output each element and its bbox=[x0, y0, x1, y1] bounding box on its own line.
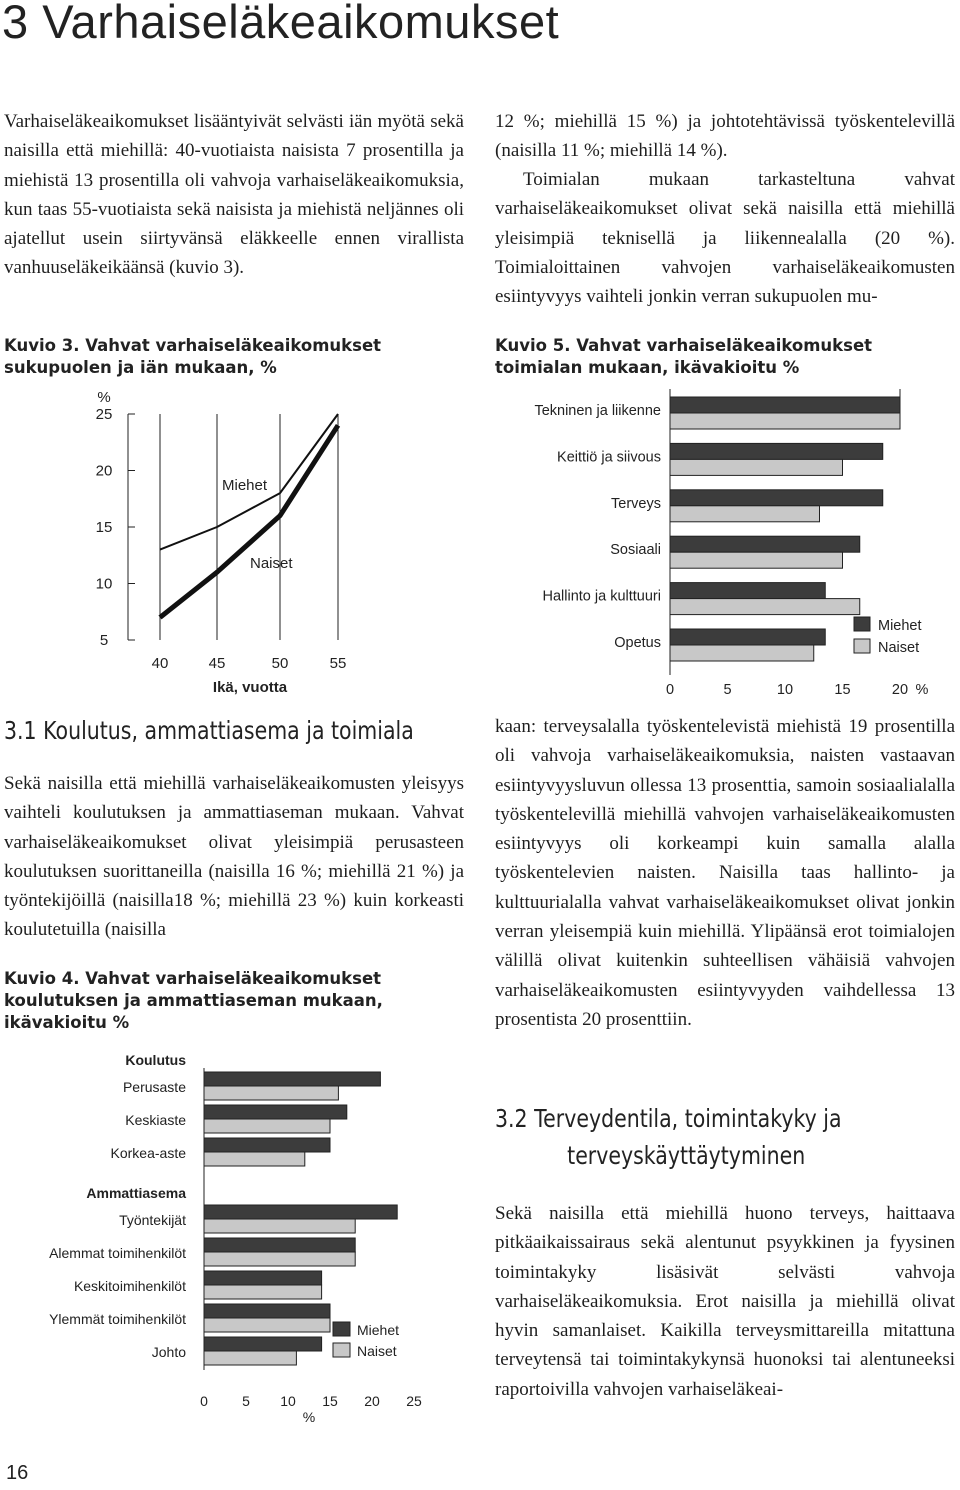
bar-miehet bbox=[204, 1138, 330, 1152]
x-tick-label: 40 bbox=[151, 655, 169, 672]
bar-naiset bbox=[670, 552, 843, 568]
legend-swatch-naiset bbox=[854, 639, 870, 653]
category-label: Keittiö ja siivous bbox=[557, 449, 661, 466]
category-label: Hallinto ja kulttuuri bbox=[542, 588, 661, 605]
x-tick-label: 20 bbox=[364, 1393, 380, 1409]
page-number: 16 bbox=[6, 1462, 29, 1484]
x-tick-label: 20 bbox=[891, 682, 909, 698]
bar-miehet bbox=[670, 629, 825, 645]
figure-4-bar-chart bbox=[0, 1040, 480, 1430]
category-label: Keskitoimihenkilöt bbox=[73, 1278, 186, 1294]
category-label: Korkea-aste bbox=[110, 1145, 186, 1161]
bar-naiset bbox=[204, 1285, 322, 1299]
bar-naiset bbox=[204, 1219, 355, 1233]
category-label: Opetus bbox=[614, 635, 661, 651]
legend-swatch-miehet bbox=[854, 617, 870, 631]
category-label: Perusaste bbox=[122, 1079, 186, 1095]
section-3-2-heading bbox=[495, 1100, 842, 1174]
bar-naiset bbox=[204, 1252, 355, 1266]
x-axis-label: Ikä, vuotta bbox=[212, 679, 288, 696]
x-tick-label: 5 bbox=[242, 1393, 250, 1409]
bar-miehet bbox=[204, 1304, 330, 1318]
bar-miehet bbox=[670, 583, 825, 599]
bar-naiset bbox=[204, 1351, 296, 1365]
legend-swatch-miehet bbox=[333, 1322, 350, 1336]
bar-miehet bbox=[670, 536, 860, 552]
bar-naiset bbox=[670, 413, 900, 429]
page-title: 3 Varhaiseläkeaikomukset bbox=[2, 0, 560, 48]
bar-miehet bbox=[204, 1072, 380, 1086]
body-paragraph-terveys: Sekä naisilla että miehillä huono terveys, haittaava pitkäaikaissairaus sekä alentunut psyykkinen ja fyysinen toimintakyky lisäsivät selvästi vahvoja varhaiseläkeaikomuksia. Erot naisilla ja miehillä olivat hyvin samanlaiset. Kaikilla terveysmittareilla mitattuna terveytensä tai toimintakykynsä huonoksi tai alentuneeksi raportoivilla vahvojen varhaiseläkeai- bbox=[495, 1203, 955, 1400]
category-label: Johto bbox=[151, 1344, 186, 1360]
figure-4-title bbox=[4, 968, 474, 1034]
figure-5-title bbox=[495, 335, 960, 379]
body-paragraph-johto: 12 %; miehillä 15 %) ja johtotehtävissä työskentelevillä (naisilla 11 %; miehillä 14 %). bbox=[495, 111, 955, 162]
y-axis-unit: % bbox=[97, 389, 111, 406]
series-label-naiset: Naiset bbox=[250, 555, 293, 572]
section-3-2-heading-line2: terveyskäyttäytyminen bbox=[567, 1141, 806, 1170]
bar-naiset bbox=[670, 599, 860, 615]
figure-3-title-line2: sukupuolen ja iän mukaan, % bbox=[4, 358, 277, 377]
bar-miehet bbox=[204, 1271, 322, 1285]
category-label: Sosiaali bbox=[610, 542, 661, 559]
y-tick-label: 15 bbox=[95, 519, 113, 536]
category-label: Tekninen ja liikenne bbox=[534, 403, 661, 419]
legend-label-miehet: Miehet bbox=[878, 618, 922, 634]
bar-naiset bbox=[204, 1119, 330, 1133]
x-tick-label: 15 bbox=[322, 1393, 338, 1409]
section-3-1-heading: 3.1 Koulutus, ammattiasema ja toimiala bbox=[4, 716, 414, 745]
figure-3-title-line1: Kuvio 3. Vahvat varhaiseläkeaikomukset bbox=[4, 336, 382, 355]
bar-miehet bbox=[204, 1238, 355, 1252]
x-tick-label: 45 bbox=[208, 655, 226, 672]
series-line-naiset bbox=[160, 425, 338, 617]
section-3-2-heading-line1: 3.2 Terveydentila, toimintakyky ja bbox=[495, 1104, 842, 1133]
group-header-koulutus: Koulutus bbox=[125, 1052, 186, 1068]
bar-naiset bbox=[204, 1086, 338, 1100]
x-tick-label: 0 bbox=[200, 1393, 208, 1409]
category-label: Terveys bbox=[611, 495, 661, 512]
x-axis-unit: % bbox=[915, 682, 929, 698]
bar-naiset bbox=[670, 459, 843, 475]
bar-naiset bbox=[670, 645, 814, 661]
bar-miehet bbox=[670, 490, 883, 506]
x-tick-label: 25 bbox=[406, 1393, 422, 1409]
figure-4-title-line2: koulutuksen ja ammattiaseman mukaan, bbox=[4, 991, 383, 1010]
bar-miehet bbox=[204, 1105, 347, 1119]
series-label-miehet: Miehet bbox=[222, 477, 268, 494]
x-tick-label: 15 bbox=[834, 682, 851, 698]
y-tick-label: 10 bbox=[95, 575, 113, 593]
y-tick-label: 5 bbox=[99, 632, 109, 649]
figure-4-title-line1: Kuvio 4. Vahvat varhaiseläkeaikomukset bbox=[4, 969, 382, 988]
body-paragraph-koulutus: Sekä naisilla että miehillä varhaiseläkeaikomusten yleisyys vaihteli koulutuksen ja ammattiaseman mukaan. Vahvat varhaiseläkeaikomukset olivat yleisimpiä perusasteen koulutuksen suorittaneilla (naisilla 16 %; miehillä 21 %) ja työntekijöillä (naisilla18 %; miehillä 23 %) kuin korkeasti koulutetuilla (naisilla bbox=[4, 773, 464, 941]
body-paragraph-toimiala: Toimialan mukaan tarkasteltuna vahvat varhaiseläkeaikomukset olivat sekä naisilla että miehillä yleisimpiä teknisellä ja liikennealalla (20 %). Toimialoittainen vahvojen varhaiseläkeaikomusten esiintyvyys vaihteli jonkin verran sukupuolen mu- bbox=[495, 169, 955, 308]
x-tick-label: 10 bbox=[776, 682, 794, 698]
figure-5-title-line2: toimialan mukaan, ikävakioitu % bbox=[495, 358, 800, 377]
legend-swatch-naiset bbox=[333, 1343, 350, 1357]
x-axis-label: % bbox=[302, 1409, 316, 1425]
category-label: Keskiaste bbox=[125, 1112, 186, 1128]
bar-naiset bbox=[204, 1152, 305, 1166]
bar-miehet bbox=[670, 397, 900, 413]
x-tick-label: 55 bbox=[329, 655, 347, 672]
y-tick-label: 20 bbox=[95, 462, 113, 480]
category-label: Työntekijät bbox=[119, 1212, 186, 1228]
bar-naiset bbox=[204, 1318, 330, 1332]
figure-5-bar-chart bbox=[490, 385, 960, 705]
bar-miehet bbox=[670, 443, 883, 459]
figure-4-title-line3: ikävakioitu % bbox=[4, 1013, 130, 1032]
category-label: Ylemmät toimihenkilöt bbox=[49, 1311, 186, 1327]
bar-miehet bbox=[204, 1337, 322, 1351]
legend-label-miehet: Miehet bbox=[357, 1322, 400, 1338]
x-tick-label: 50 bbox=[271, 655, 289, 672]
x-tick-label: 10 bbox=[280, 1393, 296, 1409]
y-tick-label: 25 bbox=[95, 406, 113, 423]
figure-3-line-chart bbox=[60, 380, 380, 700]
figure-3-title bbox=[4, 335, 474, 379]
bar-miehet bbox=[204, 1205, 397, 1219]
legend-label-naiset: Naiset bbox=[357, 1343, 397, 1359]
x-tick-label: 5 bbox=[723, 682, 732, 698]
legend-label-naiset: Naiset bbox=[878, 640, 920, 656]
group-header-ammattiasema: Ammattiasema bbox=[86, 1185, 186, 1201]
body-paragraph-terveysala: kaan: terveysalalla työskentelevistä miehistä 19 prosentilla oli vahvoja varhaiseläkeaikomuksia, naisten vastaavan esiintyvyysluvun ollessa 13 prosenttia, samoin sosiaalialalla työskentelevillä miehillä vahvojen varhaiseläkeaikomusten esiintyvyys oli korkeampi kuin samalla alalla työskentelevien naisten. Naisilla taas hallinto- ja kulttuurialalla vahvat varhaiseläkeaikomukset olivat jonkin verran yleisempiä kuin miehillä. Ylipäänsä erot toimialojen välillä olivat kuitenkin suhteellisen vähäisiä vahvojen varhaiseläkeaikomusten esiintyvyyden vaihdellessa 13 prosentista 20 prosenttiin. bbox=[495, 716, 955, 1030]
body-paragraph-intro: Varhaiseläkeaikomukset lisääntyivät selvästi iän myötä sekä naisilla että miehillä: 40-vuotiaista naisista 7 prosentilla ja miehistä 13 prosentilla oli vahvoja varhaiseläkeaikomuksia, kun taas 55-vuotiaista sekä naisista ja miehistä neljännes oli ajatellut usein siirtyvänsä eläkkeelle ennen virallista vanhuuseläkeikäänsä (kuvio 3). bbox=[4, 111, 464, 279]
bar-naiset bbox=[670, 506, 820, 522]
category-label: Alemmat toimihenkilöt bbox=[49, 1245, 186, 1261]
x-tick-label: 0 bbox=[665, 682, 675, 698]
figure-5-title-line1: Kuvio 5. Vahvat varhaiseläkeaikomukset bbox=[495, 336, 873, 355]
